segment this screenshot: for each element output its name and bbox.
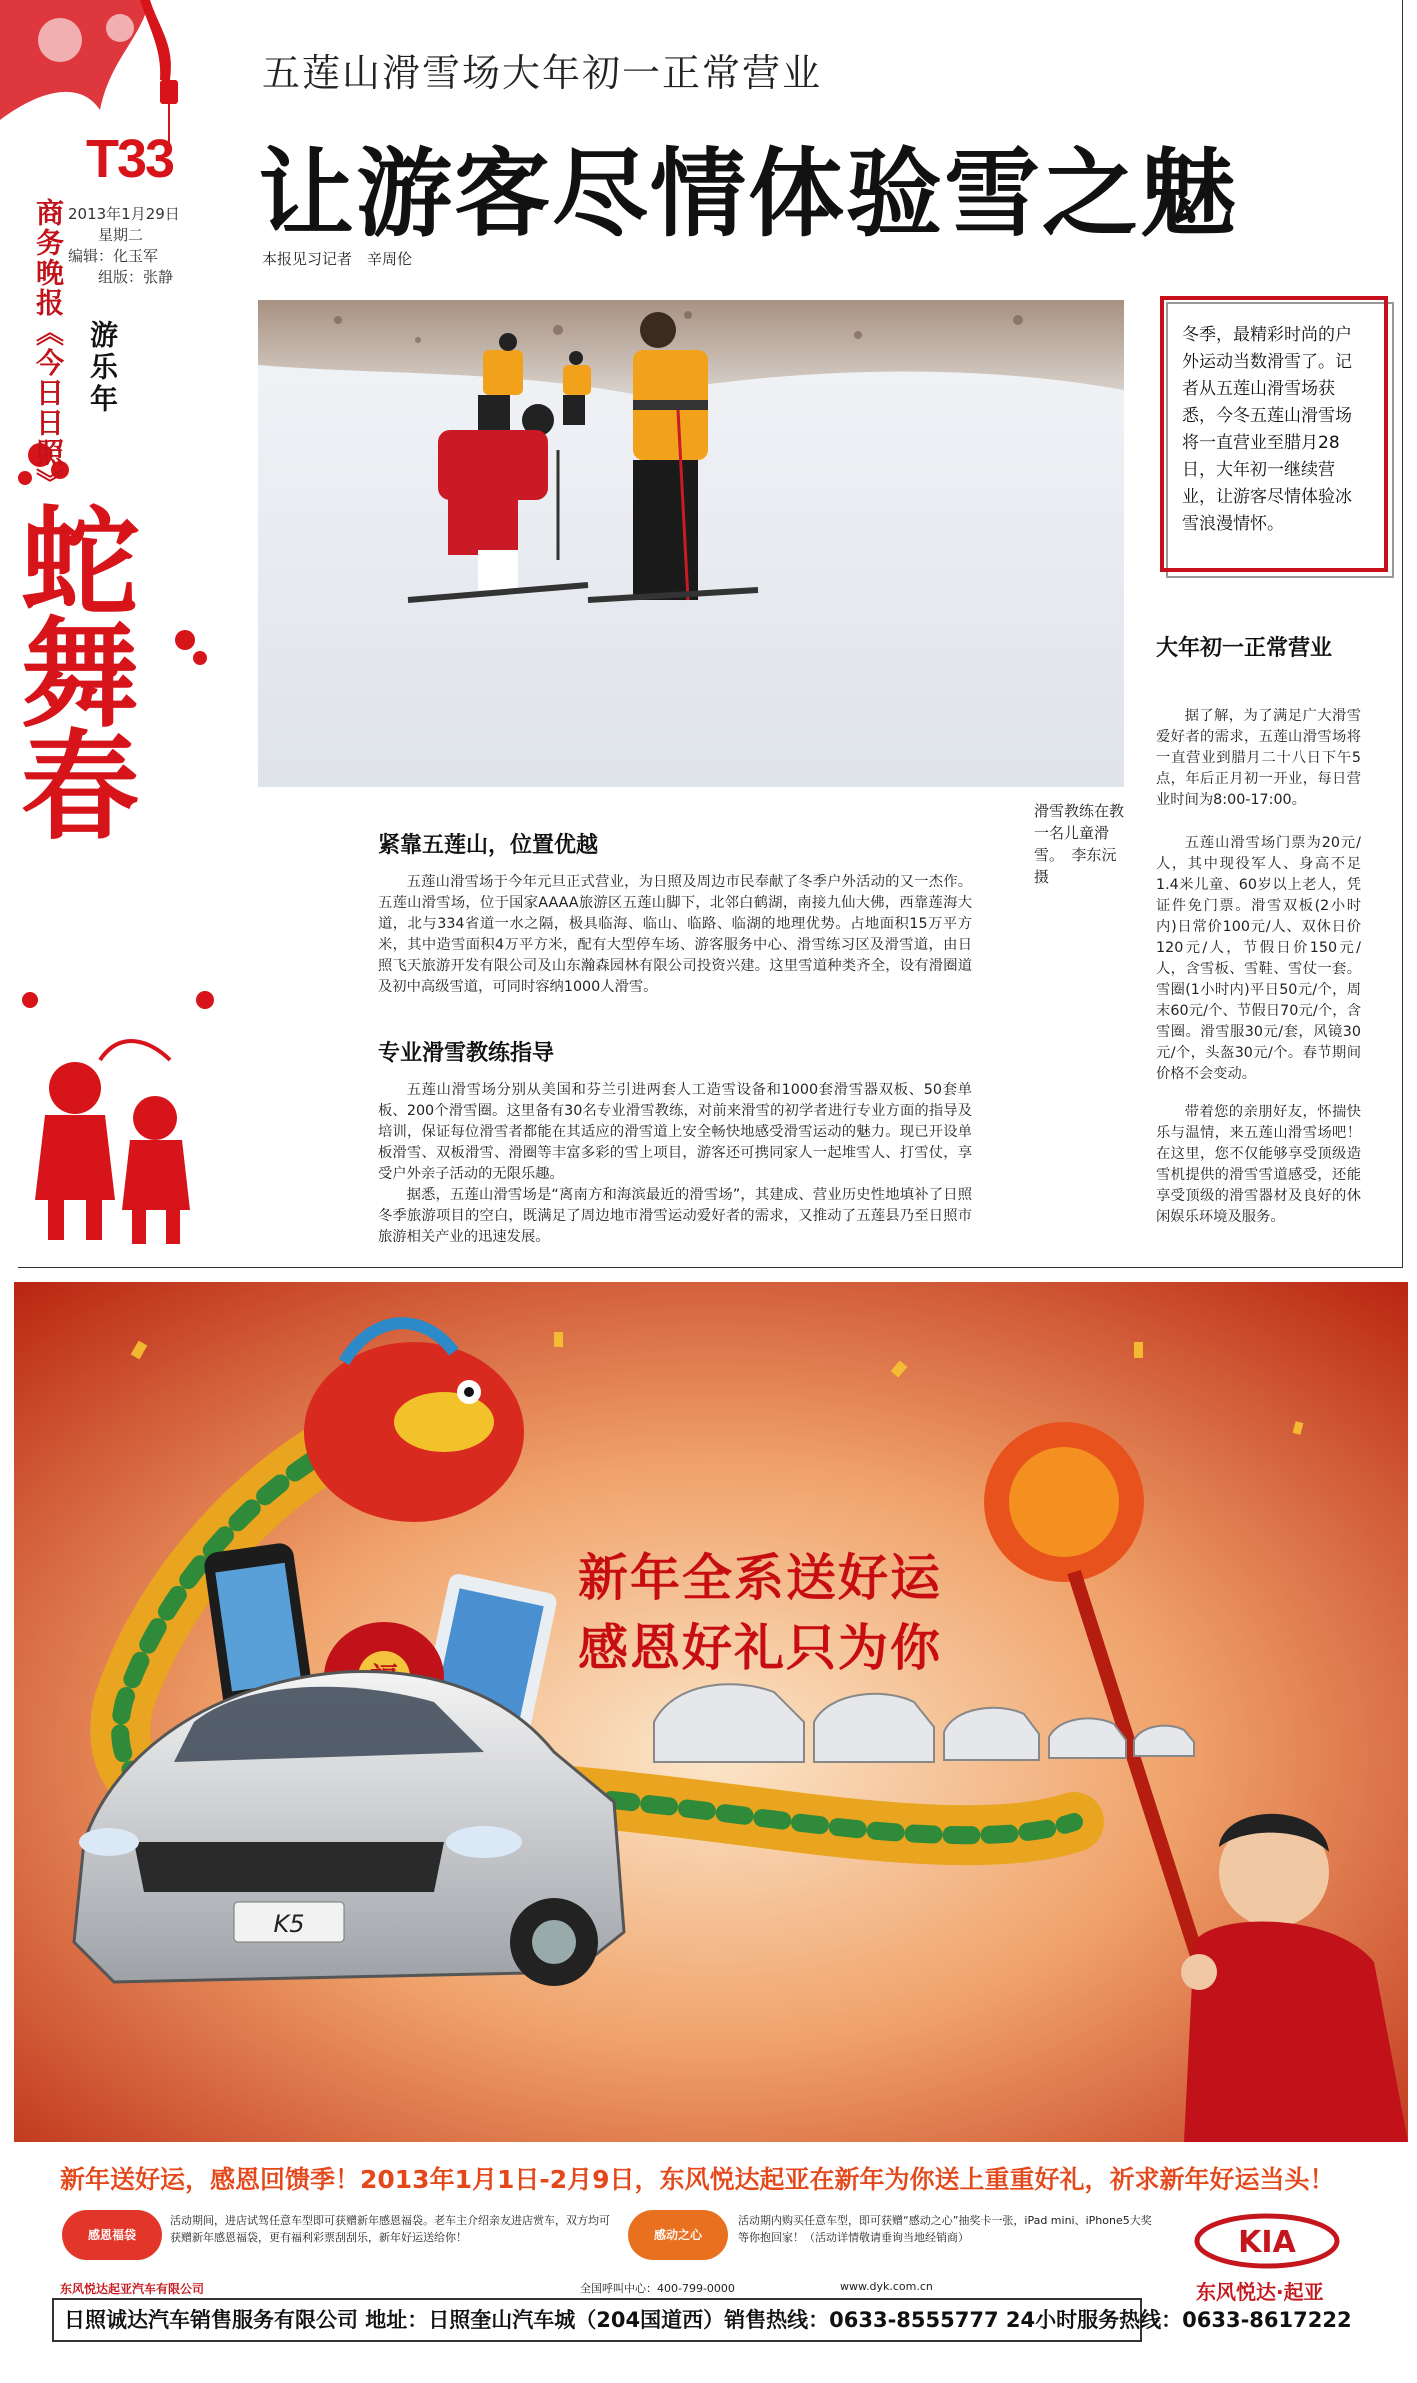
intro-box: 冬季，最精彩时尚的户外运动当数滑雪了。记者从五莲山滑雪场获悉，今冬五莲山滑雪场将一直营业至腊月28日，大年初一继续营业，让游客尽情体验冰雪浪漫情怀。 [1160, 296, 1388, 572]
section-text-new-year-3: 带着您的亲朋好友，怀揣快乐与温情，来五莲山滑雪场吧！在这里，您不仅能够享受顶级造雪机提供的滑雪雪道感受，还能享受顶级的滑雪器材及良好的休闲娱乐环境及服务。 [1156, 1104, 1361, 1225]
dealer-info-line: 日照诚达汽车销售服务有限公司 地址：日照奎山汽车城（204国道西）销售热线：0633-8555777 24小时服务热线：0633-8617222 [52, 2298, 1142, 2342]
manufacturer-name: 东风悦达起亚汽车有限公司 [60, 2282, 205, 2296]
issue-weekday: 星期二 [98, 226, 144, 244]
children-papercut-decoration [35, 1041, 190, 1244]
photo-caption: 滑雪教练在教一名儿童滑雪。 李东沅 摄 [1034, 802, 1132, 886]
ad-headline-line1: 新年全系送好运 [578, 1549, 942, 1607]
promo-badge-heart [628, 2210, 728, 2260]
page-meta [68, 204, 180, 288]
editor-credit: 编辑：化玉军 [68, 247, 159, 265]
kia-advertisement-image [14, 1282, 1408, 2142]
article-kicker: 五莲山滑雪场大年初一正常营业 [262, 51, 823, 95]
section-text-coaching-1: 五莲山滑雪场分别从美国和芬兰引进两套人工造雪设备和1000套滑雪器双板、50套单板、200个滑雪圈。这里备有30名专业滑雪教练，对前来滑雪的初学者进行专业方面的指导及培训，保证每位滑雪者都能在其适应的滑雪道上安全畅快地感受滑雪运动的魅力。现已开设单板滑雪、双板滑雪、滑圈等丰富多彩的雪上项目，游客还可携同家人一起堆雪人、打雪仗，享受户外亲子活动的无限乐趣。 [378, 1082, 972, 1182]
website: www.dyk.com.cn [840, 2280, 933, 2293]
page-number: T33 [86, 129, 174, 189]
ad-headline-line2: 感恩好礼只为你 [578, 1619, 942, 1677]
article-bottom-rule [18, 1267, 1403, 1268]
article-headline: 让游客尽情体验雪之魅 [258, 138, 1238, 250]
section-text-coaching-2: 据悉，五莲山滑雪场是“离南方和海滨最近的滑雪场”，其建成、营业历史性地填补了日照冬季旅游项目的空白，既满足了周边地市滑雪运动爱好者的需求，又推动了五莲县乃至日照市旅游相关产业的迅速发展。 [378, 1187, 972, 1245]
section-text-new-year-1: 据了解，为了满足广大滑雪爱好者的需求，五莲山滑雪场将一直营业到腊月二十八日下午5点，年后正月初一开业，每日营业时间为8:00-17:00。 [1156, 708, 1361, 808]
promo-badge-gift-bag [62, 2210, 162, 2260]
promo-badge-heart-label: 感动之心 [653, 2228, 702, 2242]
ski-photo [258, 300, 1124, 787]
promo-badge-gift-bag-label: 感恩福袋 [87, 2228, 136, 2242]
car-badge-label: K5 [273, 1910, 305, 1938]
promo-text-heart: 活动期内购买任意车型，即可获赠“感动之心”抽奖卡一张，iPad mini、iPhone5大奖等你抱回家！（活动详情敬请垂询当地经销商） [738, 2214, 1152, 2244]
column-art-title: 蛇舞春 [1, 500, 140, 836]
column-title-vertical: 游乐年 [86, 320, 119, 416]
issue-date: 2013年1月29日 [68, 205, 180, 223]
kia-logo [1192, 2212, 1342, 2270]
section-heading-new-year: 大年初一正常营业 [1156, 636, 1333, 661]
article-byline: 本报见习记者 辛周伦 [262, 250, 413, 268]
section-heading-location: 紧靠五莲山，位置优越 [378, 833, 599, 858]
brand-subtitle: 东风悦达·起亚 [1196, 2280, 1324, 2304]
section-text-new-year-2: 五莲山滑雪场门票为20元/人，其中现役军人、身高不足1.4米儿童、60岁以上老人，凭证件免门票。滑雪双板(2小时内)日常价100元/人、双休日价120元/人，节假日价150元/人，含雪板、雪鞋、雪仗一套。雪圈(1小时内)平日50元/个，周末60元/个、节假日70元/个，含雪圈。滑雪服30元/套，风镜30元/个，头盔30元/个。春节期间价格不会变动。 [1156, 835, 1361, 1082]
promo-text-gift-bag: 活动期间，进店试驾任意车型即可获赠新年感恩福袋。老车主介绍亲友进店赏车，双方均可获赠新年感恩福袋，更有福利彩票刮刮乐，新年好运送给你！ [170, 2214, 610, 2244]
section-heading-coaching: 专业滑雪教练指导 [378, 1041, 555, 1066]
layout-credit: 组版：张静 [98, 268, 174, 286]
kia-logo-text: KIA [1238, 2225, 1296, 2260]
newspaper-name-vertical: 商务晚报《今日日照》 [32, 198, 65, 498]
section-text-location: 五莲山滑雪场于今年元旦正式营业，为日照及周边市民奉献了冬季户外活动的又一杰作。五莲山滑雪场，位于国家AAAA旅游区五莲山脚下，北邻白鹤湖，南接九仙大佛，西靠莲海大道，北与334省道一水之隔，极具临海、临山、临路、临湖的地理优势。占地面积15万平方米，其中造雪面积4万平方米，配有大型停车场、游客服务中心、滑雪练习区及滑雪道，由日照飞天旅游开发有限公司及山东瀚森园林有限公司投资兴建。这里雪道种类齐全，设有滑圈道及初中高级雪道，可同时容纳1000人滑雪。 [378, 874, 972, 995]
ad-slogan: 新年送好运，感恩回馈季！2013年1月1日-2月9日，东风悦达起亚在新年为你送上重重好礼，祈求新年好运当头！ [60, 2165, 1335, 2194]
page-border-right [1402, 0, 1403, 1268]
hotline: 全国呼叫中心：400-799-0000 [580, 2282, 735, 2295]
